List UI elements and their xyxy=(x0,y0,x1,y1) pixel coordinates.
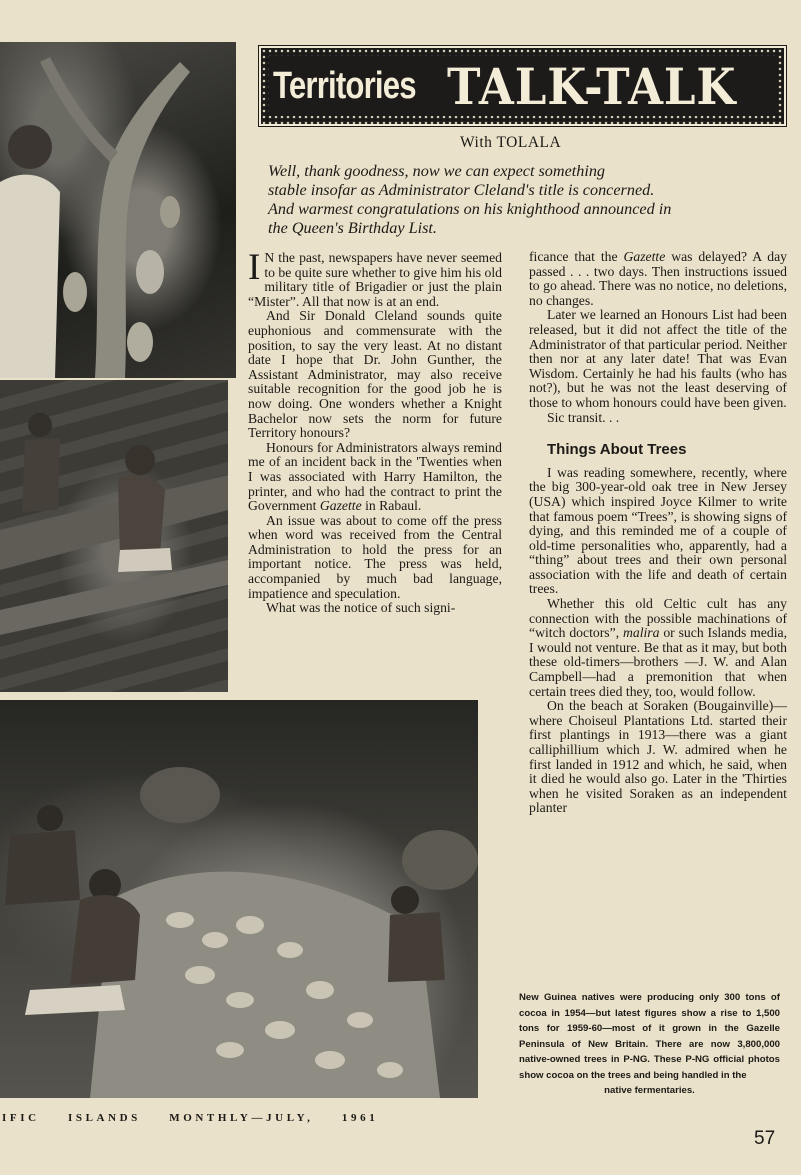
masthead-territories: Territories xyxy=(273,64,416,107)
standfirst-line: And warmest congratulations on his knighthood announced in xyxy=(268,200,672,218)
paragraph-text: was delayed? A day passed . . . two days. Then instructions issued to go ahead. There was no notice, no deletions, no changes. xyxy=(529,249,787,308)
cocoa-beans-photo xyxy=(0,700,478,1098)
cocoa-tree-photo xyxy=(0,42,236,378)
fermentary-illustration xyxy=(0,380,228,692)
drop-cap: I xyxy=(248,247,261,288)
byline: With TOLALA xyxy=(460,134,562,151)
standfirst-line: Well, thank goodness, now we can expect something xyxy=(268,162,606,180)
footer-publication-word: ISLANDS xyxy=(67,1112,141,1124)
section-subheading: Things About Trees xyxy=(547,441,687,459)
article-paragraph xyxy=(248,441,502,514)
article-paragraph: On the beach at Soraken (Bougainville)—where Choiseul Plantations Ltd. started their first plantings in 1913—there was a giant calliphillium which J. W. admired when he first landed in 1912 and which, he said, when it died he would also go. Later in the 'Thirties when he visited Soraken as an independent planter xyxy=(529,698,787,816)
article-paragraph: What was the notice of such signi- xyxy=(266,600,456,616)
standfirst-line: stable insofar as Administrator Cleland's title is concerned. xyxy=(268,181,655,199)
photo-caption xyxy=(519,990,780,1099)
column-masthead xyxy=(259,46,786,126)
caption-last-line: native fermentaries. xyxy=(604,1085,695,1096)
article-paragraph: An issue was about to come off the press when word was received from the Central Administration to hold the press for an important notice. The press was held, accompanied by much bad language, impatience and speculation. xyxy=(248,512,502,601)
malira-term: malira xyxy=(622,625,660,641)
footer-issue-year: 1961 xyxy=(341,1112,379,1124)
article-paragraph: Sic transit. . . xyxy=(547,409,620,425)
fermentary-photo xyxy=(0,380,228,692)
article-column-right xyxy=(529,250,787,816)
article-column-left xyxy=(248,247,502,616)
gazette-title: Gazette xyxy=(623,249,666,264)
paragraph-text: ficance that the xyxy=(529,249,624,264)
cocoa-beans-illustration xyxy=(0,700,478,1098)
paragraph-text: Honours for Administrators always remind me of an incident back in the 'Twenties when I was associated with Harry Hamilton, the printer, and who had the contract to print the Government xyxy=(248,439,502,514)
masthead-talk-talk: TALK-TALK xyxy=(447,56,737,116)
caption-text: New Guinea natives were producing only 300 tons of cocoa in 1954—but latest figures show a rise to 1,500 tons for 1959-60—most of it grown in the Gazelle Peninsula of New Britain. There are now 3,800,000 native-owned trees in P-NG. These P-NG official photos show cocoa on the trees and being handled in the xyxy=(519,992,780,1081)
article-paragraph xyxy=(529,597,787,699)
article-paragraph xyxy=(529,250,787,308)
article-paragraph xyxy=(248,247,502,309)
paragraph-text: in Rabaul. xyxy=(361,498,422,514)
standfirst-line: the Queen's Birthday List. xyxy=(268,219,437,237)
page-number: 57 xyxy=(754,1128,776,1149)
article-paragraph: Later we learned an Honours List had been released, but it did not affect the title of the Administrator of that particular period. Neither then nor at any later date! That was Evan Wisdom. Certainly he had his faults (who has not?), but he was not the least deserving of those to whom honours could have been given. xyxy=(529,307,787,410)
paragraph-text: Whether this old Celtic cult has any connection with the possible machinations of “witch doctors”, xyxy=(529,596,787,641)
footer-issue-month: MONTHLY—JULY, xyxy=(169,1112,314,1124)
cocoa-tree-illustration xyxy=(0,42,236,378)
paragraph-text: N the past, newspapers have never seemed to be quite sure whether to give him his old military title of Brigadier or just the plain “Mister”. All that now is at an end. xyxy=(248,250,502,309)
standfirst xyxy=(268,162,788,238)
gazette-title: Gazette xyxy=(319,498,362,514)
article-paragraph: And Sir Donald Cleland sounds quite euphonious and commensurate with the position, to say the very least. At no distant date I hope that Dr. John Gunther, the Assistant Administrator, may also receive suitable recognition for the good job he is now doing. One wonders whether a Knight Bachelor now sets the norm for future Territory honours? xyxy=(248,308,502,441)
page-footer xyxy=(2,1112,400,1124)
article-paragraph: I was reading somewhere, recently, where the big 300-year-old oak tree in New Jersey (USA) which inspired Joyce Kilmer to write that famous poem “Trees”, is showing signs of dying, and this reminded me of a couple of old-time personalities who, apparently, had a “thing” about trees and their own personal association with the life and death of certain trees. xyxy=(529,464,787,597)
footer-publication-fragment: IFIC xyxy=(2,1112,40,1124)
paragraph-text: or such Islands media, I would not venture. Be that as it may, but both these old-timers—brothers —J. W. and Alan Campbell—had a premonition that when certain trees died they, too, would follow. xyxy=(529,625,787,699)
